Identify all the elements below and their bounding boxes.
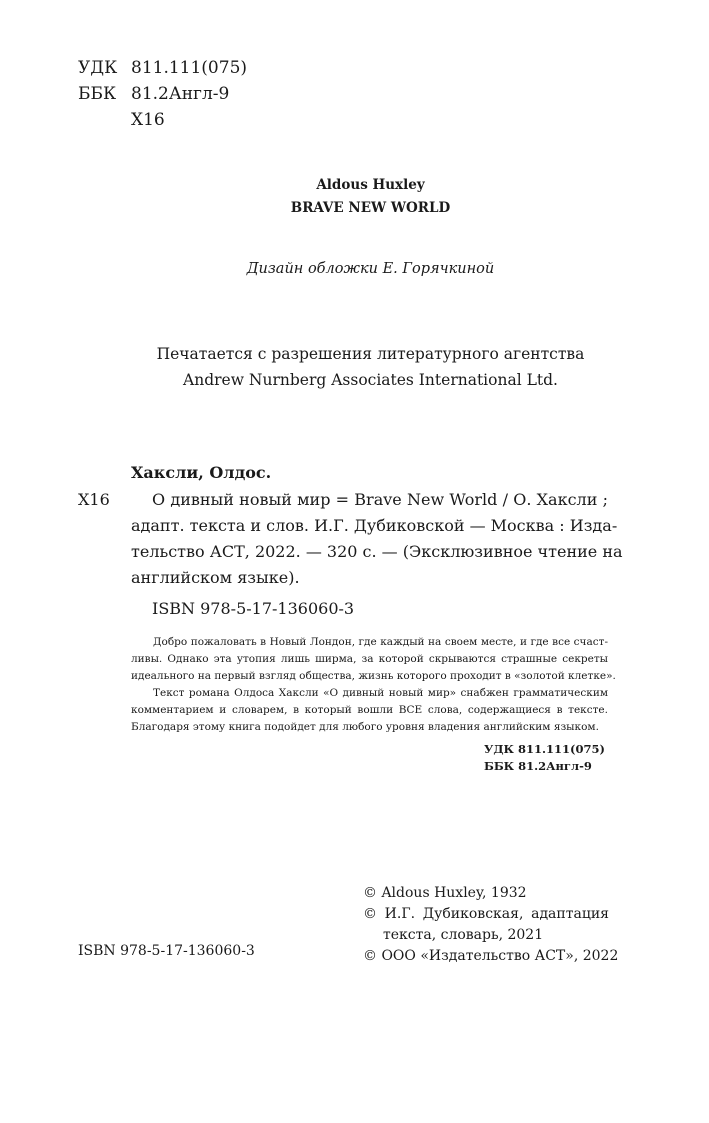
annotation-line: ливы. Однако эта утопия лишь ширма, за которой скрываются страшные секреты — [131, 653, 608, 665]
classification-codes — [484, 741, 605, 775]
udk-label: УДК — [78, 58, 118, 78]
biblio-author-sign: Х16 — [78, 490, 110, 509]
copyright-block — [363, 883, 619, 967]
annotation-line: Добро пожаловать в Новый Лондон, где каждый на своем месте, и где все счаст- — [153, 636, 608, 648]
udk-code: УДК 811.111(075) — [484, 742, 605, 756]
biblio-line: О дивный новый мир = Brave New World / О. Хаксли ; — [152, 490, 608, 509]
footer-isbn: ISBN 978-5-17-136060-3 — [78, 943, 255, 959]
permission-line-1: Печатается с разрешения литературного агентства — [156, 345, 585, 363]
permission-line-2: Andrew Nurnberg Associates International Ltd. — [183, 371, 558, 389]
bbk-value: 81.2Англ-9 — [131, 84, 230, 104]
copyright-author: © Aldous Huxley, 1932 — [363, 885, 527, 901]
bbk-code: ББК 81.2Англ-9 — [484, 759, 592, 773]
annotation-line: идеального на первый взгляд общества, жизнь которого проходит в «золотой клетке». — [131, 670, 616, 682]
udk-value: 811.111(075) — [131, 58, 248, 78]
original-author: Aldous Huxley — [316, 177, 425, 193]
annotation — [131, 634, 616, 736]
biblio-line: адапт. текста и слов. И.Г. Дубиковской — Москва : Изда- — [131, 516, 618, 535]
annotation-line: комментарием и словарем, в который вошли ВСЕ слова, содержащиеся в тексте. — [131, 704, 608, 716]
author-sign: Х16 — [131, 110, 165, 130]
biblio-line: тельство АСТ, 2022. — 320 с. — (Эксклюзивное чтение на — [131, 542, 623, 561]
biblio-line: английском языке). — [131, 568, 300, 587]
annotation-line: Благодаря этому книга подойдет для любого уровня владения английским языком. — [131, 721, 599, 733]
biblio-author-heading: Хаксли, Олдос. — [131, 463, 272, 482]
original-title: BRAVE NEW WORLD — [290, 200, 451, 216]
bbk-label: ББК — [78, 84, 117, 104]
copyright-publisher: © ООО «Издательство АСТ», 2022 — [363, 948, 619, 964]
copyright-adaptation-cont: текста, словарь, 2021 — [383, 927, 544, 943]
biblio-description — [131, 487, 623, 591]
annotation-line: Текст романа Олдоса Хаксли «О дивный новый мир» снабжен грамматическим — [153, 687, 608, 699]
biblio-isbn: ISBN 978-5-17-136060-3 — [152, 599, 355, 618]
cover-design-credit: Дизайн обложки Е. Горячкиной — [246, 261, 495, 277]
copyright-adaptation: © И.Г. Дубиковская, адаптация — [363, 906, 609, 922]
